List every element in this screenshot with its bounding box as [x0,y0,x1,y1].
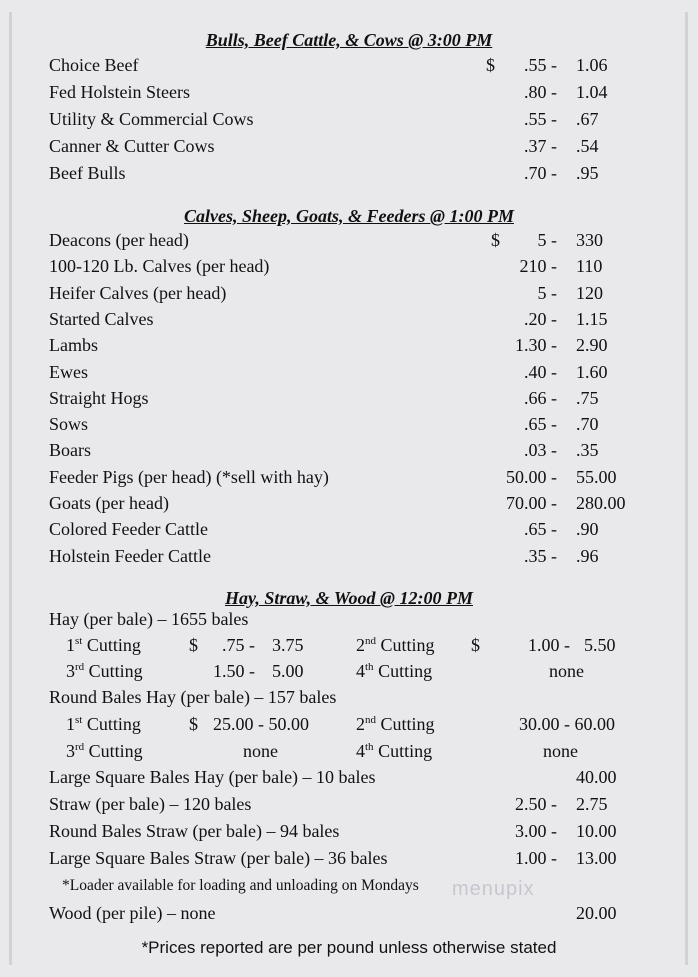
item-name: Heifer Calves (per head) [49,282,227,303]
item-name: Started Calves [49,308,154,329]
hay-cutting-3-label: 3rd Cutting [66,661,143,681]
section-title-hay: Hay, Straw, & Wood @ 12:00 PM [225,588,473,608]
price-low: 1.00 - [515,848,557,868]
round-cutting-2-range: 30.00 - 60.00 [519,714,615,734]
hay-cutting-3-low: 1.50 - [213,661,255,681]
price-high: 330 [576,230,603,250]
section-title-bulls: Bulls, Beef Cattle, & Cows @ 3:00 PM [205,30,493,50]
item-name: Goats (per head) [49,493,169,513]
price-low: 5 - [537,230,557,250]
price-high: 40.00 [576,767,617,787]
wood-line: Wood (per pile) – none [49,903,216,923]
item-name: Round Bales Straw (per bale) – 94 bales [49,821,340,841]
footer-note: *Prices reported are per pound unless otherwise stated [141,938,557,957]
price-high: 120 [576,282,603,303]
watermark: menupix [452,878,535,900]
price-high: .95 [576,163,599,183]
price-high: 280.00 [576,493,626,513]
item-name: Holstein Feeder Cattle [49,545,211,566]
item-name: Large Square Bales Hay (per bale) – 10 bales [49,767,376,787]
item-name: Large Square Bales Straw (per bale) – 36 bales [49,848,388,868]
hay-cutting-1-currency: $ [189,635,198,655]
section-title-calves: Calves, Sheep, Goats, & Feeders @ 1:00 PM [184,206,514,226]
price-low: 210 - [519,256,557,277]
price-high: 110 [576,256,603,277]
item-name: Canner & Cutter Cows [49,136,215,156]
price-high: 10.00 [576,821,617,841]
round-cutting-1-range: 25.00 - 50.00 [213,714,309,734]
round-cutting-1-currency: $ [189,714,198,734]
price-high: 1.04 [576,82,608,102]
price-low: .65 - [524,414,557,435]
price-low: 50.00 - [506,466,557,487]
round-cutting-1-label: 1st Cutting [66,714,141,734]
item-name: Straight Hogs [49,387,149,408]
item-name: Fed Holstein Steers [49,82,190,102]
hay-cutting-1-low: .75 - [222,635,255,655]
price-high: 55.00 [576,466,617,487]
item-name: Feeder Pigs (per head) (*sell with hay) [49,466,329,487]
item-name: Ewes [49,361,88,382]
price-low: .37 - [524,136,557,156]
price-low: .55 - [524,109,557,129]
price-low: 2.50 - [515,794,557,814]
round-cutting-2-label: 2nd Cutting [356,714,435,734]
hay-cutting-2-label: 2nd Cutting [356,635,435,655]
hay-cutting-1-label: 1st Cutting [66,635,141,655]
price-high: 1.60 [576,361,608,382]
item-name: Choice Beef [49,55,139,75]
price-high: 2.75 [576,794,608,814]
hay-bales-line: Hay (per bale) – 1655 bales [49,609,249,629]
item-name: Beef Bulls [49,163,126,183]
price-high: 2.90 [576,335,608,356]
hay-cutting-4-label: 4th Cutting [356,661,433,681]
price-high: .70 [576,414,599,435]
round-cutting-4-value: none [543,741,578,761]
wood-price: 20.00 [576,903,617,923]
price-high: 1.15 [576,308,608,329]
price-high: 1.06 [576,55,608,75]
hay-cutting-2-currency: $ [471,635,480,655]
item-name: Boars [49,440,91,461]
price-low: .03 - [524,440,557,461]
price-low: .20 - [524,308,557,329]
item-name: Straw (per bale) – 120 bales [49,794,252,814]
item-name: 100-120 Lb. Calves (per head) [49,256,270,277]
item-name: Deacons (per head) [49,230,189,250]
item-name: Colored Feeder Cattle [49,519,208,540]
price-low: 5 - [537,282,557,303]
item-name: Lambs [49,335,98,356]
loader-note: *Loader available for loading and unloading on Mondays [62,877,419,894]
hay-cutting-2-low: 1.00 - [528,635,570,655]
price-low: 3.00 - [515,821,557,841]
price-high: .75 [576,387,599,408]
price-low: 1.30 - [515,335,557,356]
price-high: .67 [576,109,599,129]
round-bales-line: Round Bales Hay (per bale) – 157 bales [49,687,337,707]
price-low: .65 - [524,519,557,540]
currency-symbol: $ [491,230,500,250]
price-low: .55 - [524,55,557,75]
round-cutting-3-value: none [243,741,278,761]
hay-cutting-2-high: 5.50 [584,635,616,655]
price-high: .54 [576,136,599,156]
round-cutting-3-label: 3rd Cutting [66,741,143,761]
price-high: .96 [576,545,599,566]
item-name: Sows [49,414,89,435]
price-low: .35 - [524,545,557,566]
item-name: Utility & Commercial Cows [49,109,254,129]
price-low: .70 - [524,163,557,183]
hay-cutting-3-high: 5.00 [272,661,304,681]
round-cutting-4-label: 4th Cutting [356,741,433,761]
price-low: .66 - [524,387,557,408]
hay-cutting-1-high: 3.75 [272,635,304,655]
price-low: 70.00 - [506,493,557,513]
price-low: .40 - [524,361,557,382]
currency-symbol: $ [486,55,495,75]
price-high: .90 [576,519,599,540]
price-high: 13.00 [576,848,617,868]
price-low: .80 - [524,82,557,102]
price-high: .35 [576,440,599,461]
hay-cutting-4-value: none [549,661,584,681]
